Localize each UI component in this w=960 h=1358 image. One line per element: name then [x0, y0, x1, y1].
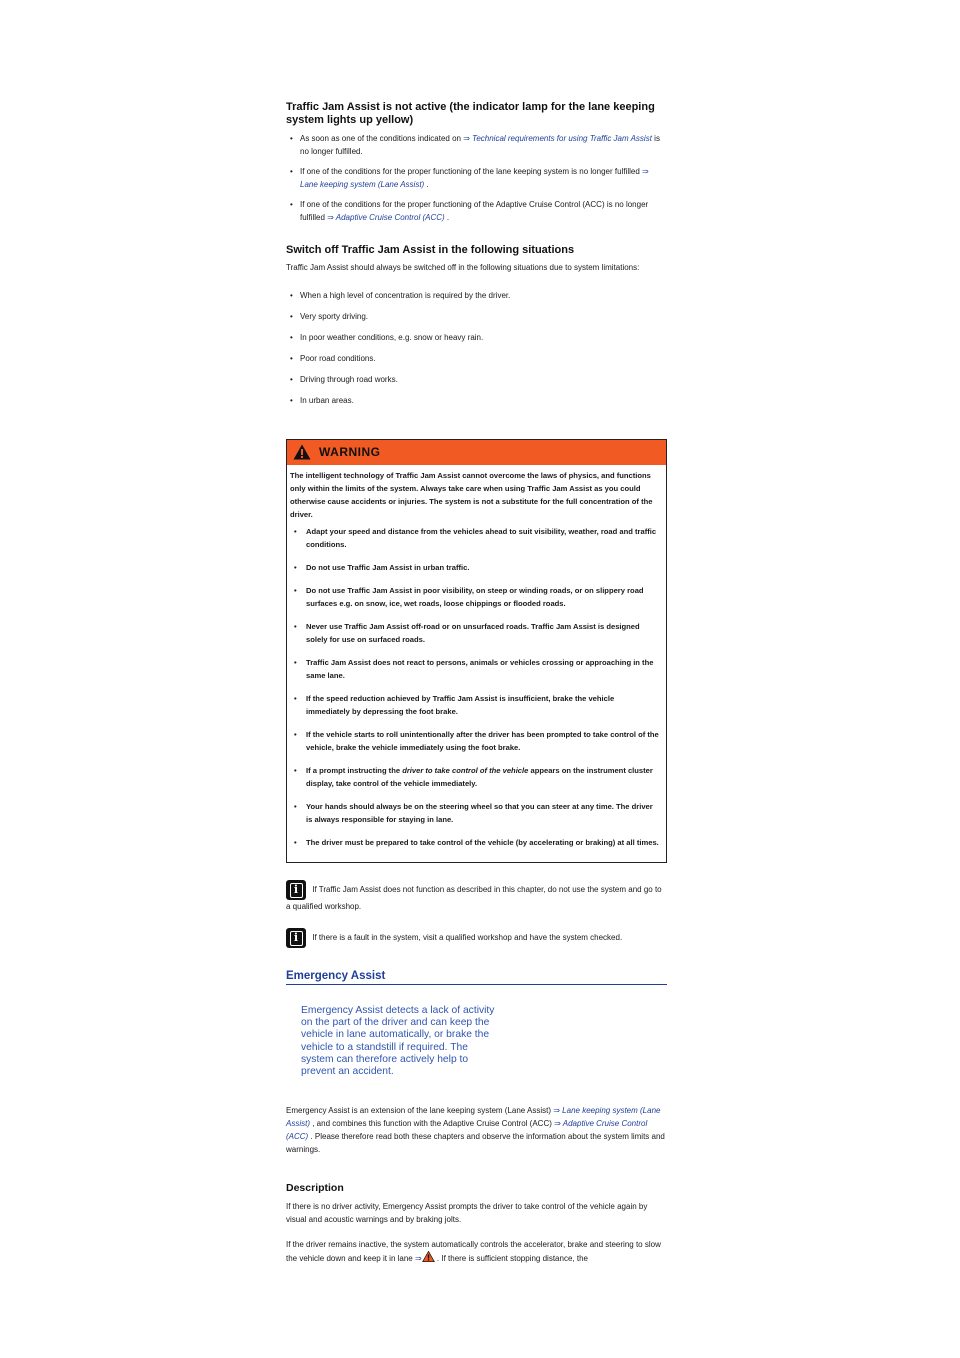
list-item: • If the speed reduction achieved by Traffic Jam Assist is insufficient, brake the vehicle immediately by depressing the foot brake. — [290, 692, 660, 718]
list-item: • As soon as one of the conditions indicated on ⇒ Technical requirements for using Traffic Jam Assist is no longer fulfilled. — [286, 132, 667, 158]
list-item: • Do not use Traffic Jam Assist in poor visibility, on steep or winding roads, or on slippery road surfaces e.g. on snow, ice, wet roads, loose chippings or flooded roads. — [290, 584, 660, 610]
list-item: • If the vehicle starts to roll unintentionally after the driver has been prompted to take control of the vehicle, brake the vehicle immediately using the foot brake. — [290, 728, 660, 754]
list-item: • Adapt your speed and distance from the vehicles ahead to suit visibility, weather, road and traffic conditions. — [290, 525, 660, 551]
warning-body — [287, 465, 666, 849]
list-item: • Your hands should always be on the steering wheel so that you can steer at any time. The driver is always responsible for staying in lane. — [290, 800, 660, 826]
description-paragraph-2: If the driver remains inactive, the system automatically controls the accelerator, brake and steering to slow the vehicle down and keep it in lane ⇒ . If there is sufficient stopping distance, the — [286, 1240, 661, 1263]
switch-off-intro: Traffic Jam Assist should always be switched off in the following situations due to system limitations: — [286, 263, 640, 272]
list-item: • If one of the conditions for the proper functioning of the lane keeping system is no longer fulfilled ⇒ Lane keeping system (Lane Assist) . — [286, 165, 667, 191]
description-title: Description — [286, 1182, 344, 1194]
warning-box — [286, 439, 667, 863]
list-item: • When a high level of concentration is required by the driver. — [286, 289, 667, 302]
emergency-assist-paragraph: Emergency Assist is an extension of the lane keeping system (Lane Assist) ⇒ Lane keeping system (Lane Assist) , and combines this function with the Adaptive Cruise Control (ACC) ⇒ Adaptive Cruise Control (ACC) . Please therefore read both these chapters and observe the information about the system limits and warnings. — [286, 1106, 665, 1154]
warning-intro: The intelligent technology of Traffic Jam Assist cannot overcome the laws of physics, and functions only within the limits of the system. Always take care when using Traffic Jam Assist as you could otherwise cause accidents or injuries. The system is not a substitute for the full concentration of the driver. — [290, 471, 653, 519]
note-text: If Traffic Jam Assist does not function as described in this chapter, do not use the system and go to a qualified workshop. — [286, 885, 662, 911]
warning-label: WARNING — [319, 445, 381, 459]
link-lane-keeping-system[interactable]: ⇒ Lane keeping system (Lane Assist) — [300, 167, 649, 189]
list-item: • If a prompt instructing the driver to take control of the vehicle appears on the instrument cluster display, take control of the vehicle immediately. — [290, 764, 660, 790]
list-item: • In poor weather conditions, e.g. snow or heavy rain. — [286, 331, 667, 344]
warning-triangle-icon — [422, 1251, 435, 1262]
emergency-assist-body — [286, 1104, 667, 1156]
list-item: • Do not use Traffic Jam Assist in urban traffic. — [290, 561, 660, 574]
link-technical-requirements[interactable]: ⇒ Technical requirements for using Traffic Jam Assist — [463, 134, 652, 143]
section-switch-off-title: Switch off Traffic Jam Assist in the following situations — [286, 244, 575, 256]
note-function — [286, 880, 666, 914]
description-paragraph-1: If there is no driver activity, Emergency Assist prompts the driver to take control of the vehicle again by visual and acoustic warnings and by braking jolts. — [286, 1202, 648, 1224]
switch-off-list — [286, 289, 667, 407]
not-active-list — [286, 132, 667, 224]
info-icon: i — [286, 880, 306, 900]
list-item: • If one of the conditions for the proper functioning of the Adaptive Cruise Control (ACC) is no longer fulfilled ⇒ Adaptive Cruise Control (ACC) . — [286, 198, 667, 224]
emergency-assist-intro: Emergency Assist detects a lack of activity on the part of the driver and can keep the vehicle in lane automatically, or brake the vehicle to a standstill if required. The system can therefore actively help to prevent an accident. — [301, 1005, 495, 1078]
section-not-active — [286, 101, 667, 231]
list-item: • Never use Traffic Jam Assist off-road or on unsurfaced roads. Traffic Jam Assist is designed solely for use on surfaced roads. — [290, 620, 660, 646]
link-lane-keeping-system[interactable]: ⇒ Lane keeping system (Lane Assist) — [286, 1106, 661, 1128]
warning-header — [287, 440, 666, 465]
section-switch-off — [286, 244, 667, 415]
link-adaptive-cruise-control[interactable]: ⇒ Adaptive Cruise Control (ACC) — [327, 213, 445, 222]
warning-list — [290, 525, 660, 849]
warning-triangle-icon — [293, 444, 311, 460]
section-not-active-title: Traffic Jam Assist is not active (the indicator lamp for the lane keeping system lights up yellow) — [286, 101, 655, 126]
list-item: • Poor road conditions. — [286, 352, 667, 365]
list-item: • Very sporty driving. — [286, 310, 667, 323]
link-warning[interactable]: ⇒ — [415, 1254, 435, 1263]
note-text: If there is a fault in the system, visit a qualified workshop and have the system checked. — [312, 933, 623, 943]
list-item: • In urban areas. — [286, 394, 667, 407]
link-adaptive-cruise-control[interactable]: ⇒ Adaptive Cruise Control (ACC) — [286, 1119, 648, 1141]
list-item: • Traffic Jam Assist does not react to persons, animals or vehicles crossing or approaching in the same lane. — [290, 656, 660, 682]
description-section — [286, 1182, 667, 1265]
note-fault — [286, 928, 666, 948]
emergency-assist-title: Emergency Assist — [286, 970, 667, 985]
info-icon: i — [286, 928, 306, 948]
list-item: • Driving through road works. — [286, 373, 667, 386]
emphasis-take-control: driver to take control of the vehicle — [402, 766, 529, 775]
list-item: • The driver must be prepared to take control of the vehicle (by accelerating or braking) at all times. — [290, 836, 660, 849]
